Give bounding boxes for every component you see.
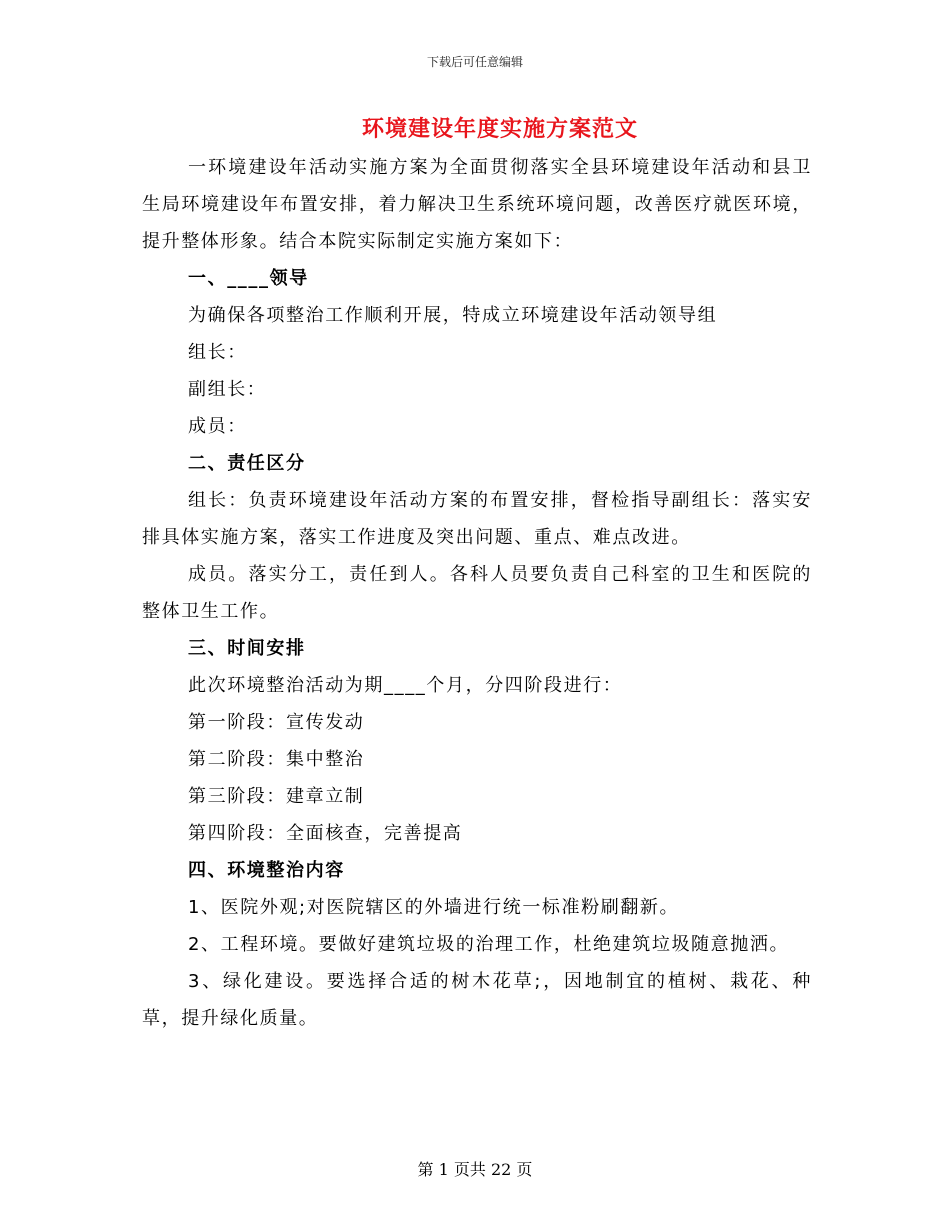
document-title: 环境建设年度实施方案范文 bbox=[361, 117, 638, 142]
deputy-leader-line: 副组长： bbox=[188, 379, 267, 400]
section-heading-responsibility: 二、责任区分 bbox=[188, 453, 306, 474]
responsibility-paragraph-leader: 组长：负责环境建设年活动方案的布置安排，督检指导副组长：落实安排具体实施方案，落实工作进度及突出问题、重点、难点改进。 bbox=[142, 490, 812, 548]
members-line: 成员： bbox=[188, 416, 247, 437]
intro-paragraph: 一环境建设年活动实施方案为全面贯彻落实全县环境建设年活动和县卫生局环境建设年布置安排，着力解决卫生系统环境问题，改善医疗就医环境，提升整体形象。结合本院实际制定实施方案如下： bbox=[142, 157, 812, 252]
schedule-phase-3: 第三阶段：建章立制 bbox=[188, 786, 365, 807]
document-body bbox=[142, 149, 812, 1037]
leader-line: 组长： bbox=[188, 342, 247, 363]
schedule-phase-4: 第四阶段：全面核查，完善提高 bbox=[188, 823, 463, 844]
section-heading-schedule: 三、时间安排 bbox=[188, 638, 306, 659]
section-heading-content: 四、环境整治内容 bbox=[188, 860, 345, 881]
leadership-paragraph: 为确保各项整治工作顺利开展，特成立环境建设年活动领导组 bbox=[188, 305, 718, 326]
section-heading-leadership: 一、____领导 bbox=[188, 268, 309, 289]
schedule-paragraph: 此次环境整治活动为期____个月，分四阶段进行： bbox=[188, 675, 623, 696]
content-item-2: 2、工程环境。要做好建筑垃圾的治理工作，杜绝建筑垃圾随意抛洒。 bbox=[188, 934, 790, 955]
schedule-phase-2: 第二阶段：集中整治 bbox=[188, 749, 365, 770]
content-item-1: 1、医院外观;对医院辖区的外墙进行统一标准粉刷翻新。 bbox=[188, 897, 680, 918]
responsibility-paragraph-members: 成员。落实分工，责任到人。各科人员要负责自己科室的卫生和医院的整体卫生工作。 bbox=[142, 564, 812, 622]
page-number: 第 1 页共 22 页 bbox=[417, 1160, 533, 1179]
header-note: 下载后可任意编辑 bbox=[426, 55, 523, 69]
schedule-phase-1: 第一阶段：宣传发动 bbox=[188, 712, 365, 733]
content-item-3: 3、绿化建设。要选择合适的树木花草;，因地制宜的植树、栽花、种草，提升绿化质量。 bbox=[142, 971, 812, 1029]
